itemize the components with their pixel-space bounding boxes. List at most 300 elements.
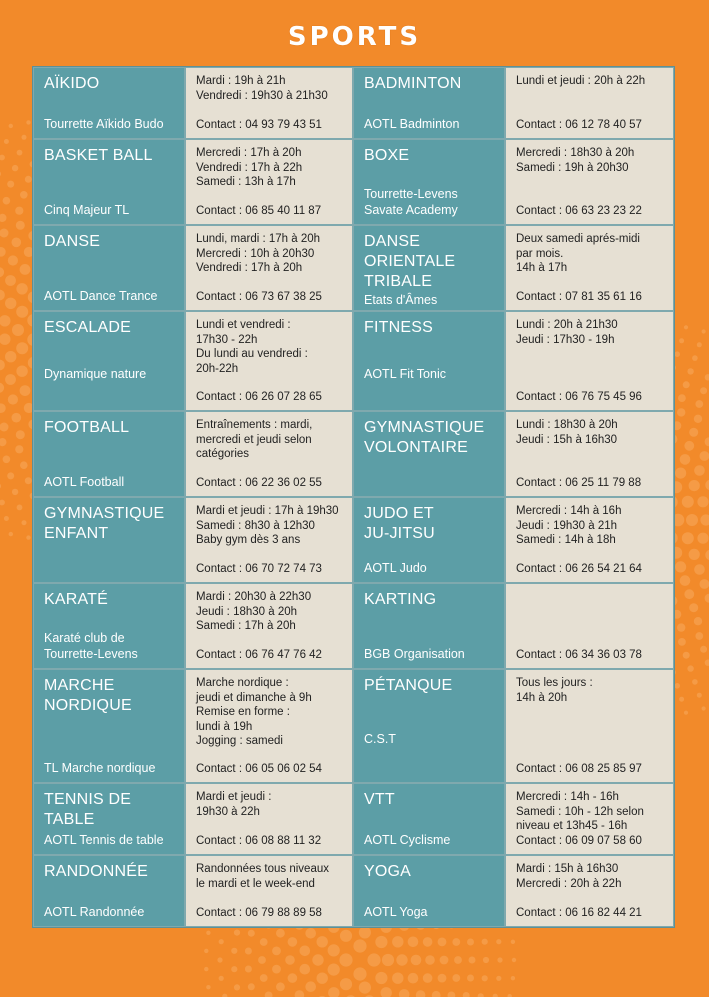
contact-phone: Contact : 06 26 07 28 65 <box>196 390 322 403</box>
background-dot <box>276 982 285 991</box>
background-dot <box>392 936 403 947</box>
background-dot <box>285 955 295 965</box>
sport-name-cell <box>353 67 505 139</box>
background-dot <box>5 275 16 286</box>
background-dot <box>0 247 6 257</box>
background-dot <box>219 976 224 981</box>
background-dot <box>20 191 28 199</box>
background-dot <box>482 939 488 945</box>
contact-phone: Contact : 06 16 82 44 21 <box>516 906 642 919</box>
schedule-hours: Mercredi : 17h à 20h Vendredi : 17h à 22h Samedi : 13h à 17h <box>196 147 303 188</box>
sport-name: PÉTANQUE <box>364 677 453 694</box>
club-name: AOTL Football <box>44 475 125 489</box>
club-name: BGB Organisation <box>364 647 465 661</box>
background-dot <box>694 415 702 423</box>
background-dot <box>684 441 694 451</box>
sport-name-cell <box>33 669 185 783</box>
sport-name-cell <box>353 311 505 411</box>
sport-name-cell <box>33 783 185 855</box>
background-dot <box>682 496 694 508</box>
background-dot <box>408 973 419 984</box>
schedule-hours: Deux samedi aprés-midi par mois. 14h à 17h <box>516 233 640 274</box>
background-dot <box>677 408 685 416</box>
background-dot <box>359 926 371 938</box>
club-name: C.S.T <box>364 732 396 746</box>
background-dot <box>9 124 13 128</box>
background-dot <box>678 394 686 402</box>
schedule-hours: Mardi et jeudi : 17h à 19h30 Samedi : 8h30 à 12h30 Baby gym dès 3 ans <box>196 505 339 546</box>
sport-name-cell <box>353 225 505 311</box>
background-dot <box>16 342 28 354</box>
background-dot <box>11 413 21 423</box>
background-dot <box>16 430 25 439</box>
background-dot <box>328 944 340 956</box>
schedule-hours: Mardi : 20h30 à 22h30 Jeudi : 18h30 à 20h Samedi : 17h à 20h <box>196 591 312 632</box>
background-dot <box>700 579 709 589</box>
sport-name-cell <box>33 67 185 139</box>
background-dot <box>295 990 305 997</box>
background-dot <box>687 368 693 374</box>
background-dot <box>9 532 13 536</box>
background-dot <box>375 972 387 984</box>
schedule-hours: Mercredi : 14h - 16h Samedi : 10h - 12h selon niveau et 13h45 - 16h <box>516 791 644 832</box>
background-dot <box>694 465 705 476</box>
contact-phone: Contact : 06 09 07 58 60 <box>516 834 642 847</box>
background-dot <box>432 991 441 997</box>
background-dot <box>8 394 18 404</box>
schedule-hours: Mardi : 15h à 16h30 Mercredi : 20h à 22h <box>516 863 622 890</box>
background-dot <box>375 936 387 948</box>
club-name: Tourrette-Levens Savate Academy <box>364 187 458 217</box>
background-dot <box>317 936 328 947</box>
club-name: AOTL Badminton <box>364 117 460 131</box>
club-name: AOTL Fit Tonic <box>364 367 446 381</box>
sport-name: FOOTBALL <box>44 419 130 436</box>
background-dot <box>4 516 9 521</box>
background-dot <box>679 338 684 343</box>
schedule-cell <box>185 139 353 225</box>
background-dot <box>219 939 224 944</box>
background-dot <box>705 594 709 603</box>
background-dot <box>705 374 709 380</box>
schedule-cell <box>185 311 353 411</box>
sport-name-cell <box>33 311 185 411</box>
schedule-cell <box>505 311 674 411</box>
background-dot <box>483 957 489 963</box>
background-dot <box>0 315 11 326</box>
background-dot <box>683 381 690 388</box>
background-dot <box>423 937 433 947</box>
background-dot <box>0 290 5 301</box>
club-name: Tourrette Aïkido Budo <box>44 117 164 131</box>
sport-name: AÏKIDO <box>44 75 100 92</box>
contact-phone: Contact : 06 76 47 76 42 <box>196 648 322 661</box>
background-dot <box>305 928 316 939</box>
background-dot <box>440 956 449 965</box>
schedule-hours: Mardi : 19h à 21h Vendredi : 19h30 à 21h30 <box>196 75 328 102</box>
sport-name: BOXE <box>364 147 410 164</box>
background-dot <box>692 679 698 685</box>
background-dot <box>705 437 709 446</box>
background-dot <box>511 940 515 944</box>
background-dot <box>0 500 5 506</box>
background-dot <box>206 985 210 989</box>
background-dot <box>423 973 433 983</box>
background-dot <box>231 966 237 972</box>
club-name: Etats d'Âmes <box>364 293 438 307</box>
sport-name-cell <box>353 855 505 927</box>
sport-name: GYMNASTIQUE ENFANT <box>44 505 165 542</box>
schedule-cell <box>185 225 353 311</box>
background-dot <box>493 994 498 997</box>
background-dot <box>8 255 18 265</box>
background-dot <box>0 483 1 489</box>
sport-name: KARATÉ <box>44 591 109 608</box>
background-dot <box>367 953 380 966</box>
background-dot <box>381 987 392 997</box>
schedule-hours: Lundi et jeudi : 20h à 22h <box>516 75 646 87</box>
sport-name: BASKET BALL <box>44 147 153 164</box>
background-dot <box>511 976 515 980</box>
contact-phone: Contact : 06 70 72 74 73 <box>196 562 322 575</box>
background-dot <box>248 930 255 937</box>
club-name: AOTL Judo <box>364 561 427 575</box>
background-dot <box>702 706 706 710</box>
background-dot <box>204 967 208 971</box>
background-dot <box>679 697 684 702</box>
background-dot <box>438 974 447 983</box>
schedule-cell <box>505 67 674 139</box>
schedule-cell <box>185 783 353 855</box>
background-dot <box>288 937 298 947</box>
background-dot <box>300 964 311 975</box>
background-dot <box>694 564 705 575</box>
background-dot <box>265 992 273 997</box>
background-dot <box>260 974 268 982</box>
background-dot <box>25 176 32 183</box>
schedule-hours: Lundi, mardi : 17h à 20h Mercredi : 10h à 20h30 Vendredi : 17h à 20h <box>196 233 321 274</box>
contact-phone: Contact : 06 12 78 40 57 <box>516 118 642 131</box>
background-dot <box>694 617 702 625</box>
background-dot <box>12 324 24 336</box>
background-dot <box>353 939 366 952</box>
schedule-cell <box>185 855 353 927</box>
background-dot <box>680 575 691 586</box>
schedule-cell <box>505 783 674 855</box>
schedule-hours: Entraînements : mardi, mercredi et jeudi selon catégories <box>196 419 313 460</box>
background-dot <box>392 973 403 984</box>
background-dot <box>3 197 11 205</box>
background-dot <box>408 937 419 948</box>
schedule-cell <box>185 583 353 669</box>
club-name: Cinq Majeur TL <box>44 203 130 217</box>
background-dot <box>245 948 252 955</box>
background-dot <box>300 946 311 957</box>
background-dot <box>482 975 488 981</box>
schedule-hours: Mardi et jeudi : 19h30 à 22h <box>196 791 272 818</box>
schedule-cell <box>185 411 353 497</box>
background-dot <box>448 992 456 997</box>
contact-phone: Contact : 06 25 11 79 88 <box>516 476 642 489</box>
schedule-hours: Marche nordique : jeudi et dimanche à 9h Remise en forme : lundi à 19h Jogging : samedi <box>196 677 312 747</box>
sport-name: RANDONNÉE <box>44 863 149 880</box>
background-dot <box>20 264 31 275</box>
background-dot <box>686 514 698 526</box>
background-dot <box>683 652 690 659</box>
schedule-hours: Lundi et vendredi : 17h30 - 22h Du lundi au vendredi : 20h-22h <box>196 319 308 375</box>
background-dot <box>12 489 18 495</box>
background-dot <box>684 711 688 715</box>
sport-name: FITNESS <box>364 319 433 336</box>
background-dot <box>452 974 460 982</box>
background-dot <box>16 306 28 318</box>
background-dot <box>396 954 407 965</box>
club-name: AOTL Yoga <box>364 905 428 919</box>
background-dot <box>677 623 685 631</box>
background-dot <box>700 451 709 461</box>
background-dot <box>3 456 11 464</box>
sport-name: BADMINTON <box>364 75 462 92</box>
background-dot <box>689 549 700 560</box>
contact-phone: Contact : 04 93 79 43 51 <box>196 118 322 131</box>
background-dot <box>700 646 707 653</box>
background-dot <box>15 207 23 215</box>
background-dot <box>204 949 208 953</box>
background-dot <box>399 989 410 997</box>
contact-phone: Contact : 06 63 23 23 22 <box>516 204 642 217</box>
background-dot <box>328 987 339 997</box>
club-name: TL Marche nordique <box>44 761 156 775</box>
background-dot <box>0 360 5 371</box>
background-dot <box>26 535 30 539</box>
background-dot <box>416 990 426 997</box>
contact-phone: Contact : 06 22 36 02 55 <box>196 476 322 489</box>
background-dot <box>689 428 698 437</box>
background-dot <box>705 660 709 666</box>
sport-name: ESCALADE <box>44 319 131 336</box>
sport-name: KARTING <box>364 591 437 608</box>
background-dot <box>272 965 281 974</box>
background-dot <box>454 956 462 964</box>
background-dot <box>689 480 700 491</box>
background-dot <box>7 472 14 479</box>
sport-name-cell <box>353 583 505 669</box>
sport-name: JUDO ET JU-JITSU <box>364 505 435 542</box>
background-dot <box>438 938 447 947</box>
background-dot <box>276 929 285 938</box>
background-dot <box>695 400 703 408</box>
contact-phone: Contact : 06 73 67 38 25 <box>196 290 322 303</box>
background-dot <box>705 550 709 561</box>
page-title: SPORTS <box>287 22 422 52</box>
background-dot <box>674 351 680 357</box>
background-dot <box>678 638 686 646</box>
background-dot <box>684 325 688 329</box>
background-dot <box>452 938 460 946</box>
background-dot <box>20 461 28 469</box>
background-dot <box>317 973 328 984</box>
background-dot <box>7 181 14 188</box>
sport-name-cell <box>33 225 185 311</box>
background-dot <box>328 964 340 976</box>
background-dot <box>234 930 240 936</box>
background-dot <box>695 632 703 640</box>
background-dot <box>697 693 702 698</box>
sports-table <box>32 66 675 928</box>
background-dot <box>258 956 266 964</box>
schedule-cell <box>185 669 353 783</box>
background-dot <box>675 468 686 479</box>
schedule-cell <box>505 411 674 497</box>
background-dot <box>0 403 6 413</box>
background-dot <box>288 973 298 983</box>
background-dot <box>5 374 16 385</box>
background-dot <box>463 992 470 997</box>
background-dot <box>15 445 23 453</box>
background-dot <box>496 939 501 944</box>
sport-name-cell <box>353 411 505 497</box>
background-dot <box>20 385 31 396</box>
schedule-cell <box>505 583 674 669</box>
schedule-cell <box>185 67 353 139</box>
background-dot <box>340 930 352 942</box>
club-name: Karaté club de Tourrette-Levens <box>44 631 138 661</box>
background-dot <box>26 120 30 124</box>
contact-phone: Contact : 06 34 36 03 78 <box>516 648 642 661</box>
background-dot <box>340 978 352 990</box>
background-dot <box>0 214 7 222</box>
background-dot <box>359 982 371 994</box>
background-dot <box>689 603 698 612</box>
club-name: Dynamique nature <box>44 367 147 381</box>
background-dot <box>222 994 227 997</box>
background-dot <box>5 351 16 362</box>
background-dot <box>248 983 255 990</box>
background-dot <box>674 683 680 689</box>
background-dot <box>512 958 516 962</box>
background-dot <box>684 589 694 599</box>
background-dot <box>478 993 484 997</box>
background-dot <box>0 334 11 345</box>
background-dot <box>17 505 23 511</box>
background-dot <box>22 520 27 525</box>
sport-name-cell <box>33 583 185 669</box>
background-dot <box>700 387 707 394</box>
club-name: AOTL Tennis de table <box>44 833 164 847</box>
schedule-hours: Lundi : 18h30 à 20h Jeudi : 15h à 16h30 <box>516 419 618 446</box>
club-name: AOTL Dance Trance <box>44 289 158 303</box>
sport-name-cell <box>33 139 185 225</box>
background-dot <box>700 514 709 525</box>
contact-phone: Contact : 06 08 88 11 32 <box>196 834 322 847</box>
sport-name-cell <box>33 855 185 927</box>
background-dot <box>16 366 27 377</box>
sport-name-cell <box>353 669 505 783</box>
background-dot <box>705 480 709 491</box>
background-dot <box>425 955 435 965</box>
background-dot <box>11 238 21 248</box>
sport-name: GYMNASTIQUE VOLONTAIRE <box>364 419 485 456</box>
contact-phone: Contact : 07 81 35 61 16 <box>516 290 642 303</box>
schedule-hours: Mercredi : 14h à 16h Jeudi : 19h30 à 21h Samedi : 14h à 18h <box>516 505 622 546</box>
contact-phone: Contact : 06 85 40 11 87 <box>196 204 322 217</box>
background-dot <box>687 665 693 671</box>
background-dot <box>25 477 32 484</box>
background-dot <box>692 355 698 361</box>
contact-phone: Contact : 06 79 88 89 58 <box>196 906 322 919</box>
schedule-cell <box>505 497 674 583</box>
contact-phone: Contact : 06 08 25 85 97 <box>516 762 642 775</box>
schedule-hours: Tous les jours : 14h à 20h <box>516 677 593 704</box>
schedule-cell <box>505 669 674 783</box>
sport-name: YOGA <box>364 863 412 880</box>
background-dot <box>467 939 474 946</box>
contact-phone: Contact : 06 05 06 02 54 <box>196 762 322 775</box>
schedule-hours: Lundi : 20h à 21h30 Jeudi : 17h30 - 19h <box>516 319 618 346</box>
background-dot <box>675 561 686 572</box>
background-dot <box>312 954 323 965</box>
sport-name-cell <box>353 783 505 855</box>
background-dot <box>496 976 501 981</box>
schedule-hours: Mercredi : 18h30 à 20h Samedi : 19h à 20h30 <box>516 147 635 174</box>
schedule-cell <box>505 855 674 927</box>
background-dot <box>16 283 27 294</box>
club-name: AOTL Cyclisme <box>364 833 451 847</box>
background-dot <box>702 329 706 333</box>
background-dot <box>0 155 5 161</box>
background-dot <box>680 454 691 465</box>
background-dot <box>5 298 16 309</box>
background-dot <box>272 947 281 956</box>
sport-name: MARCHE NORDIQUE <box>44 677 132 714</box>
sport-name-cell <box>33 411 185 497</box>
background-dot <box>305 981 316 992</box>
background-dot <box>339 953 352 966</box>
background-dot <box>234 984 240 990</box>
background-dot <box>0 423 9 432</box>
background-dot <box>497 957 502 962</box>
background-dot <box>469 957 476 964</box>
sport-name-cell <box>353 497 505 583</box>
club-name: AOTL Randonnée <box>44 905 145 919</box>
sport-name: TENNIS DE TABLE <box>44 791 132 828</box>
schedule-cell <box>185 497 353 583</box>
background-dot <box>22 135 27 140</box>
schedule-cell <box>505 225 674 311</box>
background-dot <box>260 938 268 946</box>
background-dot <box>353 967 366 980</box>
sport-name-cell <box>33 497 185 583</box>
contact-phone: Contact : 06 76 75 45 96 <box>516 390 642 403</box>
contact-phone: Contact : 06 26 54 21 64 <box>516 562 642 575</box>
background-dot <box>0 267 4 277</box>
background-dot <box>411 955 422 966</box>
background-dot <box>382 954 394 966</box>
background-dot <box>0 171 1 177</box>
background-dot <box>467 975 474 982</box>
background-dot <box>217 957 222 962</box>
background-dot <box>12 165 18 171</box>
background-dot <box>682 532 694 544</box>
background-dot <box>17 150 23 156</box>
schedule-hours: Randonnées tous niveaux le mardi et le week-end <box>196 863 329 890</box>
background-dot <box>697 342 702 347</box>
sport-name: DANSE <box>44 233 101 250</box>
sport-name: VTT <box>364 791 395 808</box>
background-dot <box>697 496 708 507</box>
sport-name-cell <box>353 139 505 225</box>
background-dot <box>4 139 9 144</box>
